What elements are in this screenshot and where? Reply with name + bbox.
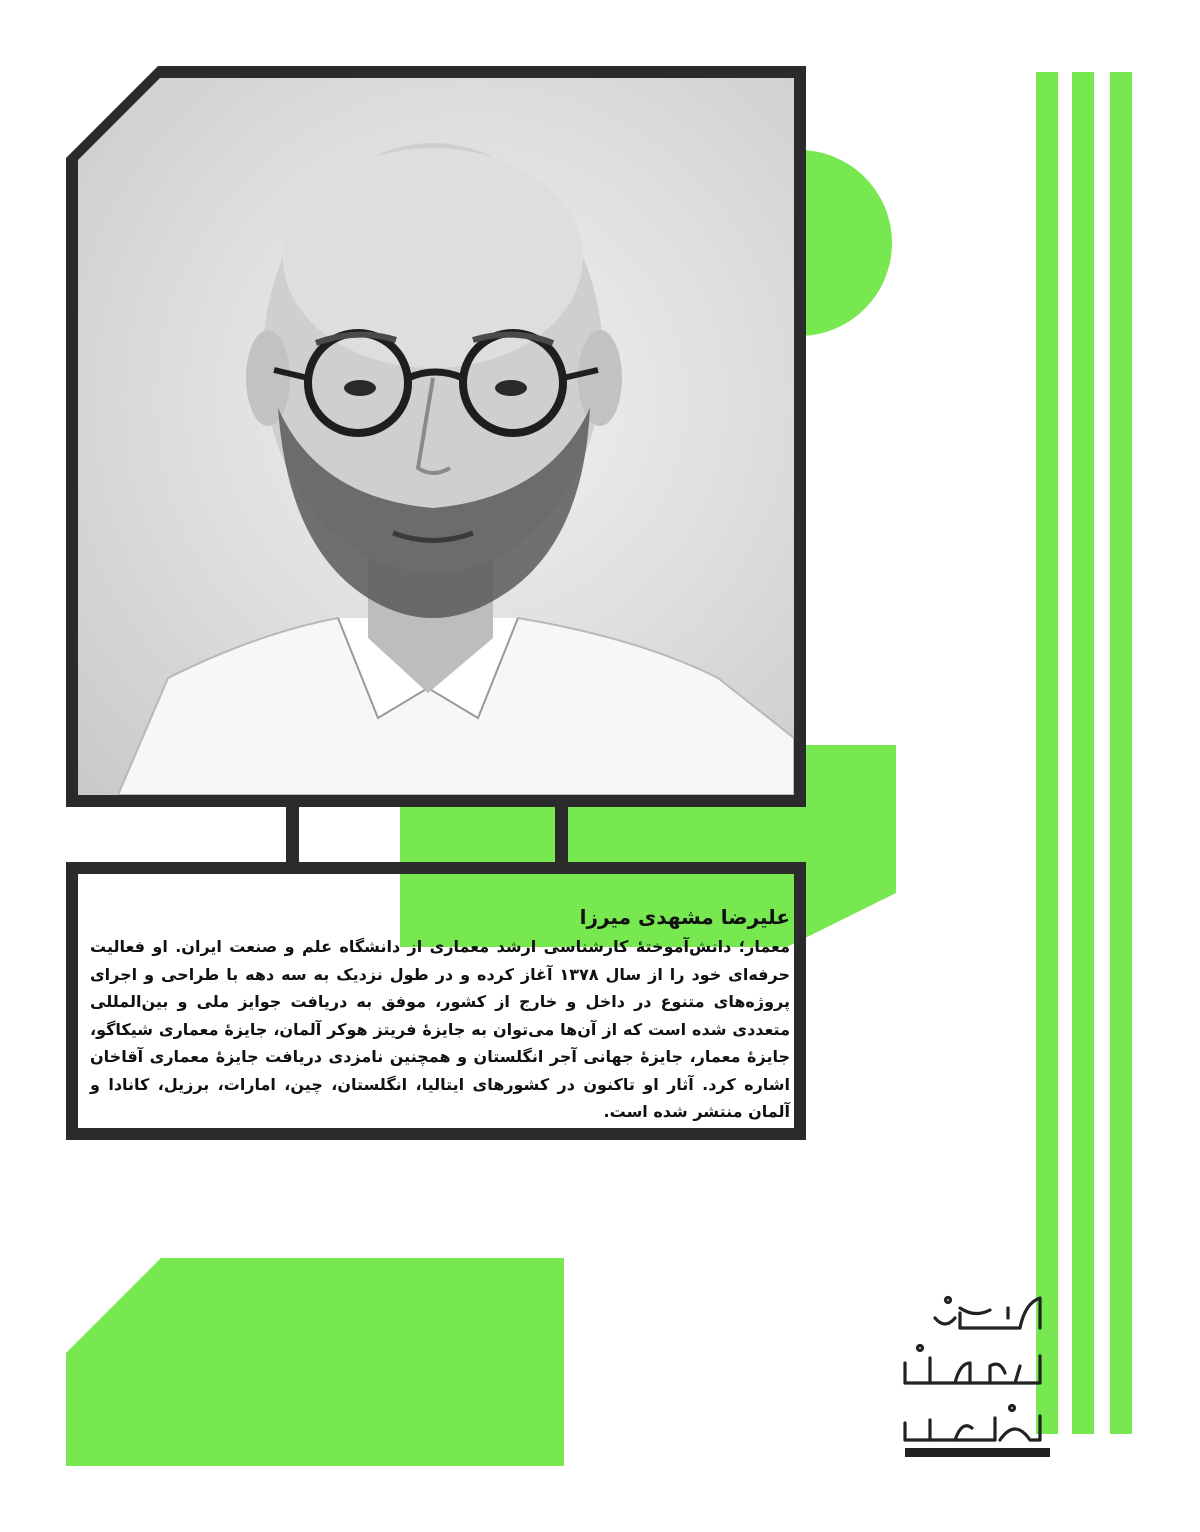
- logo-calligraphy: [900, 1288, 1050, 1458]
- portrait-photo: [78, 78, 794, 795]
- connector-post-right: [555, 806, 568, 864]
- green-block-bottom: [66, 1258, 564, 1466]
- bio-text-block: [90, 905, 790, 1126]
- stripe-2: [1072, 72, 1094, 1434]
- tehran-logo-icon: [900, 1288, 1050, 1462]
- person-name: علیرضا مشهدی میرزا: [579, 905, 790, 929]
- green-block-upper: [806, 745, 896, 805]
- stripe-1: [1036, 72, 1058, 1434]
- person-bio: معمار؛ دانش‌آموختهٔ کارشناسی ارشد معماری از دانشگاه علم و صنعت ایران. او فعالیت حرفه‌ای خود را از سال ۱۳۷۸ آغاز کرده و در طول نزدیک به سه دهه با طراحی و اجرای پروژه‌های متنوع در داخل و خارج از کشور، موفق به دریافت جوایز ملی و بین‌المللی متعددی شده است که از آن‌ها می‌توان به جایزهٔ فریتز هوکر آلمان، جایزهٔ معماری شیکاگو، جایزهٔ معمار، جایزهٔ جهانی آجر انگلستان و همچنین نامزدی دریافت جایزهٔ معماری آقاخان اشاره کرد. آثار او تاکنون در کشورهای ایتالیا، انگلستان، چین، امارات، برزیل، کانادا و آلمان منتشر شده است.: [90, 937, 790, 1121]
- portrait-illustration: [78, 78, 794, 795]
- connector-post-left: [286, 806, 299, 864]
- stripe-3: [1110, 72, 1132, 1434]
